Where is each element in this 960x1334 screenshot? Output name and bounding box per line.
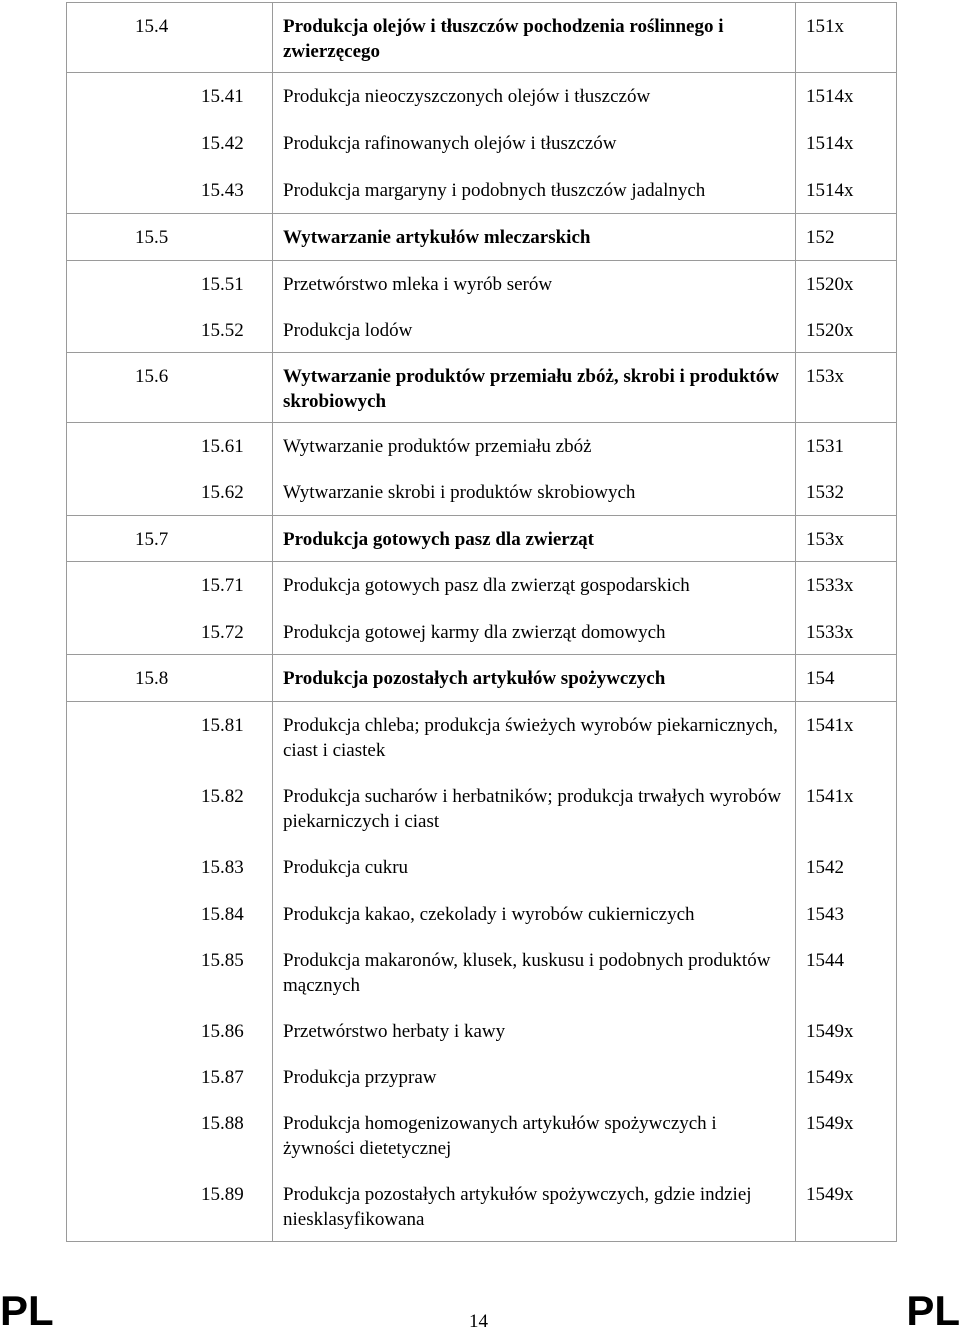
- isic-code-cell: 1544: [806, 950, 844, 971]
- code-cell: [67, 562, 273, 609]
- table-row: [67, 3, 896, 73]
- description-cell: Produkcja cukru: [273, 844, 796, 891]
- description-cell: Produkcja gotowej karmy dla zwierząt domowych: [273, 609, 796, 654]
- page-number: 14: [469, 1311, 488, 1332]
- code-cell: [67, 516, 273, 561]
- description-cell: Produkcja margaryny i podobnych tłuszczów jadalnych: [273, 167, 796, 213]
- table-row: [67, 702, 896, 773]
- code-text: 15.41: [201, 86, 244, 107]
- code-text: 15.52: [201, 320, 244, 341]
- isic-code-cell: 1531: [806, 436, 844, 457]
- isic-code-cell: 1541x: [806, 786, 854, 807]
- code-cell: [67, 261, 273, 307]
- code-cell: [67, 469, 273, 515]
- description-cell: Wytwarzanie skrobi i produktów skrobiowych: [273, 469, 796, 515]
- table-row: [67, 261, 896, 307]
- table-row: [67, 1008, 896, 1054]
- isic-code-cell: 1549x: [806, 1021, 854, 1042]
- code-cell: [67, 120, 273, 167]
- code-text: 15.42: [201, 133, 244, 154]
- table-row: [67, 1171, 896, 1242]
- table-row: [67, 516, 896, 562]
- code-cell: [67, 307, 273, 352]
- description-cell: Produkcja pozostałych artykułów spożywczych, gdzie indziej niesklasyfikowana: [273, 1171, 796, 1241]
- code-text: 15.85: [201, 950, 244, 971]
- table-row: [67, 937, 896, 1008]
- code-text: 15.86: [201, 1021, 244, 1042]
- code-text: 15.88: [201, 1113, 244, 1134]
- isic-code-cell: 1520x: [806, 320, 854, 341]
- isic-code-cell: 1541x: [806, 715, 854, 736]
- code-text: 15.89: [201, 1184, 244, 1205]
- table-row: [67, 773, 896, 844]
- table-row: [67, 891, 896, 937]
- description-cell: Produkcja nieoczyszczonych olejów i tłuszczów: [273, 73, 796, 120]
- description-cell: Produkcja chleba; produkcja świeżych wyrobów piekarnicznych, ciast i ciastek: [273, 702, 796, 773]
- code-text: 15.82: [201, 786, 244, 807]
- footer-language-left: PL: [0, 1287, 54, 1334]
- isic-code-cell: 1543: [806, 904, 844, 925]
- code-text: 15.84: [201, 904, 244, 925]
- description-cell: Produkcja homogenizowanych artykułów spożywczych i żywności dietetycznej: [273, 1100, 796, 1171]
- table-row: [67, 423, 896, 469]
- code-cell: [67, 937, 273, 1008]
- description-cell: Produkcja kakao, czekolady i wyrobów cukierniczych: [273, 891, 796, 937]
- description-cell: Produkcja pozostałych artykułów spożywczych: [273, 655, 796, 701]
- isic-code-cell: 1514x: [806, 180, 854, 201]
- code-text: 15.7: [135, 529, 169, 550]
- isic-code-cell: 1549x: [806, 1067, 854, 1088]
- table-row: [67, 469, 896, 516]
- description-cell: Przetwórstwo herbaty i kawy: [273, 1008, 796, 1054]
- code-text: 15.4: [135, 16, 169, 37]
- table-row: [67, 73, 896, 120]
- code-cell: [67, 3, 273, 72]
- isic-code-cell: 1549x: [806, 1113, 854, 1134]
- code-cell: [67, 609, 273, 654]
- code-cell: [67, 1100, 273, 1171]
- code-text: 15.71: [201, 575, 244, 596]
- code-cell: [67, 167, 273, 213]
- description-cell: Produkcja gotowych pasz dla zwierząt: [273, 516, 796, 561]
- description-cell: Produkcja makaronów, klusek, kuskusu i podobnych produktów mącznych: [273, 937, 796, 1008]
- isic-code-cell: 152: [806, 227, 835, 248]
- code-text: 15.51: [201, 274, 244, 295]
- isic-code-cell: 1514x: [806, 133, 854, 154]
- code-cell: [67, 773, 273, 844]
- code-text: 15.8: [135, 668, 169, 689]
- code-text: 15.43: [201, 180, 244, 201]
- isic-code-cell: 1549x: [806, 1184, 854, 1205]
- code-cell: [67, 1008, 273, 1054]
- code-text: 15.83: [201, 857, 244, 878]
- isic-code-cell: 153x: [806, 366, 844, 387]
- code-cell: [67, 423, 273, 469]
- code-cell: [67, 655, 273, 701]
- code-cell: [67, 891, 273, 937]
- code-cell: [67, 844, 273, 891]
- code-cell: [67, 1171, 273, 1241]
- code-cell: [67, 214, 273, 260]
- code-text: 15.72: [201, 622, 244, 643]
- code-cell: [67, 353, 273, 422]
- table-row: [67, 167, 896, 214]
- isic-code-cell: 1533x: [806, 575, 854, 596]
- footer-language-right: PL: [906, 1287, 960, 1334]
- description-cell: Produkcja przypraw: [273, 1054, 796, 1100]
- code-text: 15.87: [201, 1067, 244, 1088]
- isic-code-cell: 1514x: [806, 86, 854, 107]
- description-cell: Wytwarzanie artykułów mleczarskich: [273, 214, 796, 260]
- code-text: 15.61: [201, 436, 244, 457]
- description-cell: Produkcja sucharów i herbatników; produkcja trwałych wyrobów piekarniczych i ciast: [273, 773, 796, 844]
- description-cell: Wytwarzanie produktów przemiału zbóż: [273, 423, 796, 469]
- code-text: 15.81: [201, 715, 244, 736]
- isic-code-cell: 154: [806, 668, 835, 689]
- table-row: [67, 844, 896, 891]
- description-cell: Produkcja lodów: [273, 307, 796, 352]
- table-row: [67, 1054, 896, 1100]
- classification-table: [66, 2, 897, 1242]
- isic-code-cell: 1533x: [806, 622, 854, 643]
- table-row: [67, 609, 896, 655]
- table-row: [67, 120, 896, 167]
- table-row: [67, 307, 896, 353]
- table-row: [67, 562, 896, 609]
- description-cell: Wytwarzanie produktów przemiału zbóż, skrobi i produktów skrobiowych: [273, 353, 796, 422]
- description-cell: Produkcja rafinowanych olejów i tłuszczów: [273, 120, 796, 167]
- description-cell: Produkcja olejów i tłuszczów pochodzenia roślinnego i zwierzęcego: [273, 3, 796, 72]
- isic-code-cell: 151x: [806, 16, 844, 37]
- isic-code-cell: 153x: [806, 529, 844, 550]
- isic-code-cell: 1542: [806, 857, 844, 878]
- description-cell: Produkcja gotowych pasz dla zwierząt gospodarskich: [273, 562, 796, 609]
- description-cell: Przetwórstwo mleka i wyrób serów: [273, 261, 796, 307]
- code-text: 15.62: [201, 482, 244, 503]
- table-row: [67, 214, 896, 261]
- code-text: 15.6: [135, 366, 169, 387]
- isic-code-cell: 1520x: [806, 274, 854, 295]
- code-text: 15.5: [135, 227, 169, 248]
- code-cell: [67, 73, 273, 120]
- isic-code-cell: 1532: [806, 482, 844, 503]
- code-cell: [67, 702, 273, 773]
- table-row: [67, 353, 896, 423]
- code-cell: [67, 1054, 273, 1100]
- table-row: [67, 655, 896, 702]
- table-row: [67, 1100, 896, 1171]
